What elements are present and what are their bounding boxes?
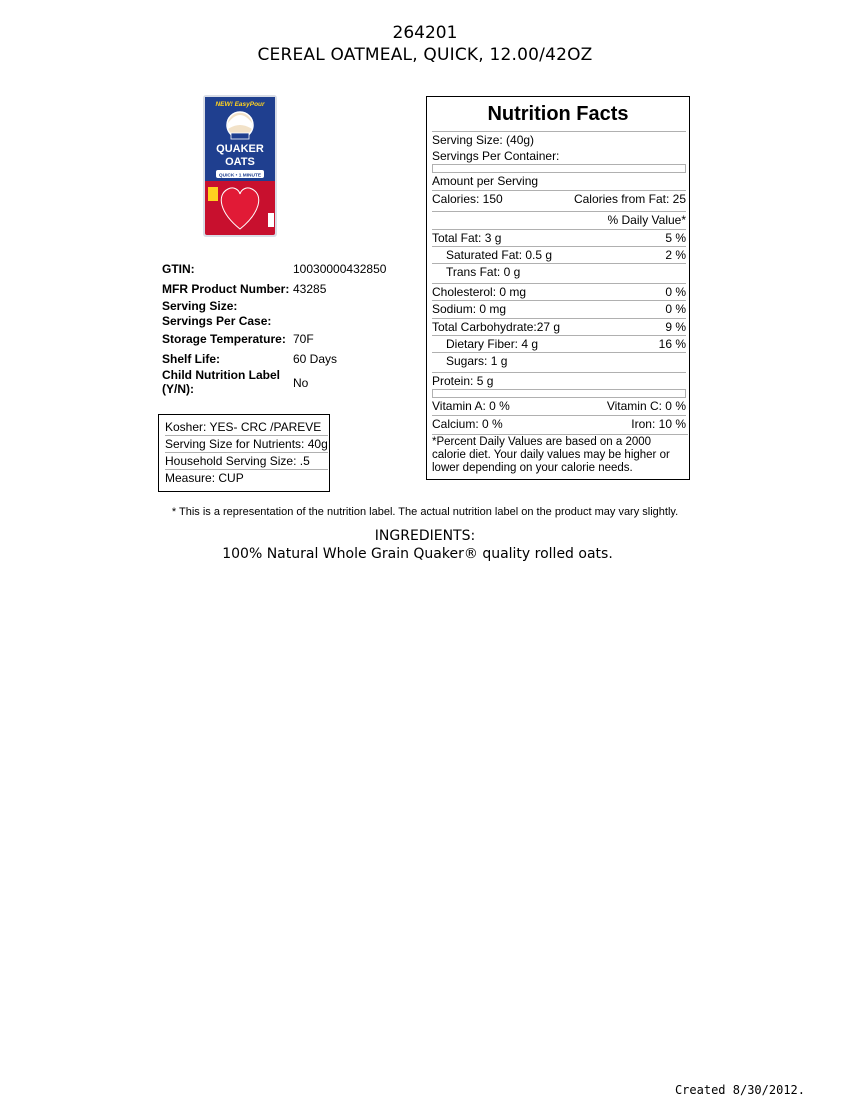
nutrient-row: [432, 318, 686, 336]
calcium-text: Calcium: 0 %: [432, 417, 503, 431]
protein-row: [432, 372, 686, 390]
amount-per-serving-row: [432, 173, 686, 190]
gtin-value: 10030000432850: [293, 262, 387, 276]
shelf-life-value: 60 Days: [293, 352, 338, 366]
brand-top: QUAKER: [216, 143, 264, 155]
nutrient-row: [432, 335, 686, 353]
daily-value-header-row: [432, 211, 686, 229]
ingredients-title: INGREDIENTS:: [374, 528, 476, 544]
nutrient-row: [432, 229, 686, 247]
mfr-value: 43285: [293, 282, 327, 296]
child-nutrition-value: No: [293, 376, 309, 390]
vitamins-row: [432, 398, 686, 415]
child-nutrition-label: Child Nutrition Label: [162, 368, 280, 382]
servings-per-container-text: Servings Per Container:: [432, 149, 560, 163]
divider-box: [432, 164, 686, 173]
serving-size-label: Serving Size:: [162, 299, 238, 313]
nutrition-facts-panel: [426, 96, 690, 480]
disclaimer-text: * This is a representation of the nutrition label. The actual nutrition label on the product may vary slightly.: [171, 506, 679, 518]
iron-text: Iron: 10 %: [631, 417, 686, 431]
serving-size-nutrients-line: Serving Size for Nutrients: 40g: [165, 437, 328, 451]
nutrient-label: Total Fat: 3 g: [432, 231, 502, 245]
child-nutrition-label-yn: (Y/N):: [162, 382, 194, 396]
nutrient-dv: 16 %: [658, 337, 686, 351]
mfr-label: MFR Product Number:: [162, 282, 290, 296]
nutrient-row: [432, 283, 686, 301]
serving-size-text: Serving Size: (40g): [432, 133, 535, 147]
daily-value-header: % Daily Value*: [607, 213, 686, 227]
nutrient-label: Sodium: 0 mg: [432, 302, 507, 316]
product-code: 264201: [392, 23, 458, 43]
nutrient-label: Trans Fat: 0 g: [446, 265, 521, 279]
storage-label: Storage Temperature:: [162, 332, 286, 346]
product-title: CEREAL OATMEAL, QUICK, 12.00/42OZ: [257, 45, 593, 65]
nutrient-row: [432, 352, 686, 370]
created-date: Created 8/30/2012.: [674, 1083, 805, 1097]
nutrient-dv: 5 %: [665, 231, 686, 245]
nutrient-dv: 0 %: [665, 285, 686, 299]
nutrient-row: [432, 300, 686, 318]
nutrition-facts-title: Nutrition Facts: [487, 103, 629, 125]
product-image: [202, 95, 278, 237]
calories-from-fat-text: Calories from Fat: 25: [573, 192, 686, 206]
serving-size-row: [432, 131, 686, 149]
banner-text: NEW! EasyPour: [215, 101, 265, 108]
divider-box: [432, 389, 686, 398]
ingredients-text: 100% Natural Whole Grain Quaker® quality rolled oats.: [222, 546, 613, 562]
amount-per-serving-text: Amount per Serving: [432, 174, 539, 188]
storage-value: 70F: [293, 332, 314, 346]
vitamin-c-text: Vitamin C: 0 %: [606, 399, 686, 413]
info-row-child-nutrition: [162, 368, 422, 396]
nutrient-label: Sugars: 1 g: [446, 354, 508, 368]
calories-text: Calories: 150: [432, 192, 503, 206]
nutrient-label: Dietary Fiber: 4 g: [446, 337, 539, 351]
calories-row: [432, 190, 686, 208]
measure-line: Measure: CUP: [165, 471, 244, 485]
nutrient-label: Saturated Fat: 0.5 g: [446, 248, 553, 262]
vitamin-a-text: Vitamin A: 0 %: [432, 399, 510, 413]
daily-value-footnote: *Percent Daily Values are based on a 2000 calorie diet. Your daily values may be higher or lower depending on your calorie needs.: [432, 434, 688, 475]
servings-per-case-label: Servings Per Case:: [162, 314, 272, 328]
nutrient-dv: 0 %: [665, 302, 686, 316]
minerals-row: [432, 415, 686, 433]
nutrient-label: Total Carbohydrate:27 g: [432, 320, 561, 334]
household-serving-line: Household Serving Size: .5: [165, 454, 328, 470]
nutrient-row: [432, 263, 686, 281]
brand-bottom: OATS: [225, 156, 255, 168]
nutrient-dv: 9 %: [665, 320, 686, 334]
nutrient-label: Cholesterol: 0 mg: [432, 285, 527, 299]
shelf-life-label: Shelf Life:: [162, 352, 221, 366]
nutrient-dv: 2 %: [665, 248, 686, 262]
nutrient-row: [432, 246, 686, 264]
protein-text: Protein: 5 g: [432, 374, 494, 388]
variant-label: QUICK • 1 MINUTE: [218, 173, 262, 179]
kosher-line: Kosher: YES- CRC /PAREVE: [165, 420, 328, 436]
gtin-label: GTIN:: [162, 262, 195, 276]
kosher-box: [158, 414, 330, 492]
